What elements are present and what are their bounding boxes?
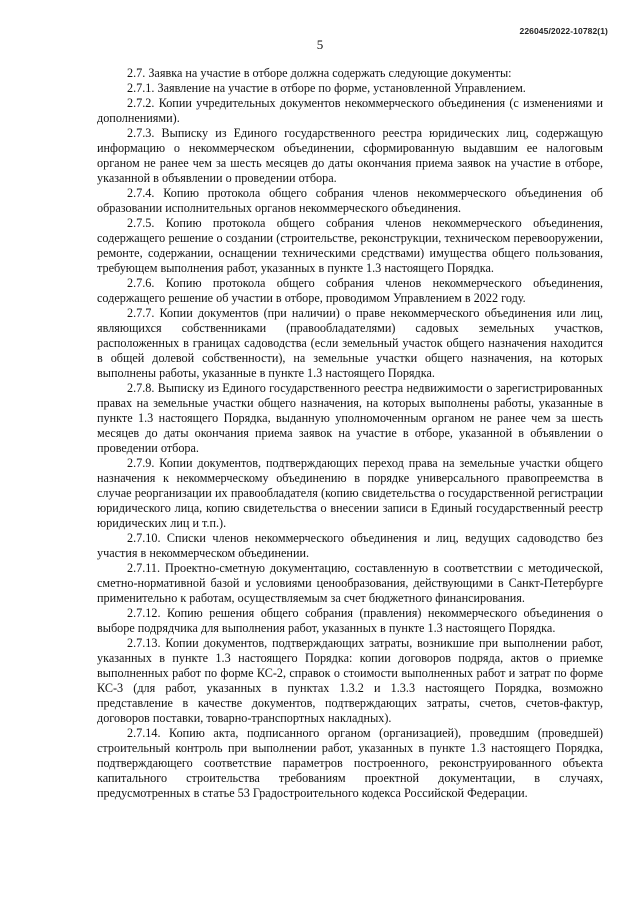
document-registration-number: 226045/2022-10782(1) [519,26,608,36]
paragraph-2-7-11: 2.7.11. Проектно-сметную документацию, составленную в соответствии с методической, сметно-нормативной базой и условиями ценообразования, действующими в Санкт-Петербурге применительно к работам, осуществляемым за счет бюджетного финансирования. [97,561,603,605]
paragraph-2-7-4: 2.7.4. Копию протокола общего собрания членов некоммерческого объединения об образовании исполнительных органов некоммерческого объединения. [97,186,603,215]
paragraph-2-7-13: 2.7.13. Копии документов, подтверждающих затраты, возникшие при выполнении работ, указанных в пункте 1.3 настоящего Порядка: копии договоров подряда, актов о приемке выполненных работ по форме КС-2, справок о стоимости выполненных работ и затрат по форме КС-3 (для работ, указанных в пунктах 1.3.2 и 1.3.3 настоящего Порядка, возможно представление в качестве документов, подтверждающих затраты, счетов, счетов-фактур, договоров поставки, товарно-транспортных накладных). [97,636,603,725]
paragraph-2-7-9: 2.7.9. Копии документов, подтверждающих переход права на земельные участки общего назначения к некоммерческому объединению в порядке универсального правопреемства в случае реорганизации их правообладателя (копию свидетельства о государственной регистрации юридического лица, копию свидетельства о внесении записи в Единый государственный реестр юридических лиц и т.п.). [97,456,603,530]
paragraph-2-7-14: 2.7.14. Копию акта, подписанного органом (организацией), проведшим (проведшей) строительный контроль при выполнении работ, указанных в пункте 1.3 настоящего Порядка, подтверждающего соответствие параметров построенного, реконструированного объекта капитального строительства требованиям проектной документации, в случаях, предусмотренных в статье 53 Градостроительного кодекса Российской Федерации. [97,726,603,800]
document-body [97,66,603,801]
paragraph-2-7-5: 2.7.5. Копию протокола общего собрания членов некоммерческого объединения, содержащего решение о создании (строительстве, реконструкции, техническом перевооружении, ремонте, содержании, оснащении техническими средствами) имущества общего пользования, требующем выполнения работ, указанных в пункте 1.3 настоящего Порядка. [97,216,603,275]
paragraph-2-7: 2.7. Заявка на участие в отборе должна содержать следующие документы: [127,66,512,80]
paragraph-2-7-8: 2.7.8. Выписку из Единого государственного реестра недвижимости о зарегистрированных правах на земельные участки общего назначения, на которых выполнены работы, указанные в пункте 1.3 настоящего Порядка, выданную уполномоченным органом не ранее чем за шесть месяцев до даты окончания приема заявок на участие в отборе, указанной в объявлении о проведении отбора. [97,381,603,455]
paragraph-2-7-3: 2.7.3. Выписку из Единого государственного реестра юридических лиц, содержащую информацию о некоммерческом объединении, сформированную выдавшим ее налоговым органом не ранее чем за шесть месяцев до даты окончания приема заявок на участие в отборе, указанной в объявлении о проведении отбора. [97,126,603,185]
page-number: 5 [316,37,324,52]
paragraph-2-7-12: 2.7.12. Копию решения общего собрания (правления) некоммерческого объединения о выборе подрядчика для выполнения работ, указанных в пункте 1.3 настоящего Порядка. [97,606,603,635]
paragraph-2-7-6: 2.7.6. Копию протокола общего собрания членов некоммерческого объединения, содержащего решение об участии в отборе, проводимом Управлением в 2022 году. [97,276,603,305]
paragraph-2-7-7: 2.7.7. Копии документов (при наличии) о праве некоммерческого объединения или лиц, являющихся собственниками (правообладателями) садовых земельных участков, расположенных в границах садоводства (если земельный участок общего назначения находится в общей долевой собственности), на земельные участки общего назначения, на которых выполнены работы, указанные в пункте 1.3 настоящего Порядка. [97,306,603,380]
paragraph-2-7-10: 2.7.10. Списки членов некоммерческого объединения и лиц, ведущих садоводство без участия в некоммерческом объединении. [97,531,603,560]
paragraph-2-7-1: 2.7.1. Заявление на участие в отборе по форме, установленной Управлением. [127,81,526,95]
paragraph-2-7-2: 2.7.2. Копии учредительных документов некоммерческого объединения (с изменениями и дополнениями). [97,96,603,125]
